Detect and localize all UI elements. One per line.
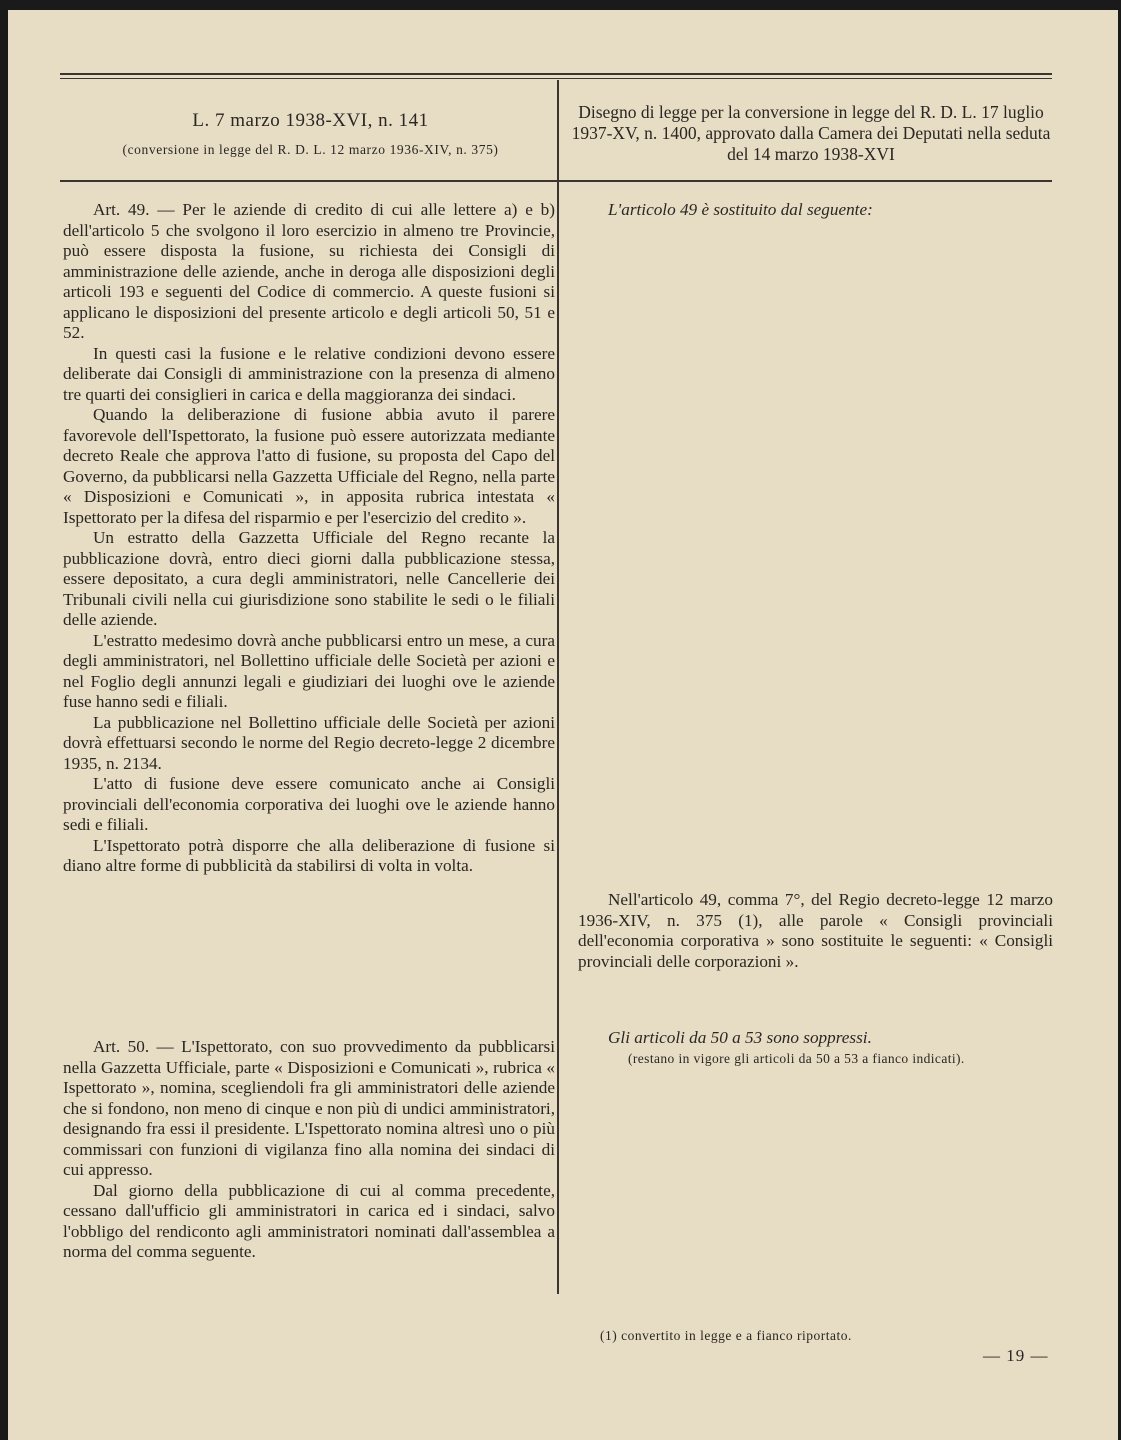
paragraph: L'atto di fusione deve essere comunicato anche ai Consigli provinciali dell'economia corporativa dei luoghi ove le aziende hanno sedi e filiali. [63,774,555,834]
right-header-title: Disegno di legge per la conversione in legge del R. D. L. 17 luglio 1937-XV, n. 1400, approvato dalla Camera dei Deputati nella seduta del 14 marzo 1938-XVI [571,102,1051,164]
paragraph: La pubblicazione nel Bollettino ufficiale delle Società per azioni dovrà effettuarsi secondo le norme del Regio decreto-legge 2 dicembre 1935, n. 2134. [63,712,555,773]
footnote: (1) convertito in legge e a fianco riportato. [600,1328,852,1343]
paragraph: Un estratto della Gazzetta Ufficiale del Regno recante la pubblicazione dovrà, entro dieci giorni dalla pubblicazione stessa, essere depositato, a cura degli amministratori, nelle Cancellerie dei Tribunali civili nella cui giurisdizione sono stabilite le sedi o le filiali delle aziende. [63,528,555,629]
left-header-title: L. 7 marzo 1938-XVI, n. 141 [192,110,429,131]
top-rule-thin [60,78,1052,79]
art50-subnote: (restano in vigore gli articoli da 50 a 53 a fianco indicati). [628,1050,965,1066]
right-column-art49-amendment [578,890,1053,972]
left-header [63,110,558,158]
art50-note: Gli articoli da 50 a 53 sono soppressi. [608,1028,872,1047]
paragraph: Art. 50. — L'Ispettorato, con suo provvedimento da pubblicarsi nella Gazzetta Ufficiale, parte « Disposizioni e Comunicati », rubrica « Ispettorato », nomina, scegliendoli fra gli amministratori delle aziende che si fondono, non meno di cinque e non più di undici amministratori, designando fra essi il presidente. L'Ispettorato nomina altresì uno o più commissari con funzioni di vigilanza fino alla nomina dei sindaci di cui appresso. [63,1037,555,1179]
right-column-art49-note [578,200,1053,221]
page-number: — 19 — [983,1346,1049,1365]
column-divider [557,182,559,1294]
paragraph: Dal giorno della pubblicazione di cui al comma precedente, cessano dall'ufficio gli amministratori in carica ed i sindaci, salvo l'obbligo del rendiconto agli amministratori nominati dall'assemblea a norma del comma seguente. [63,1180,555,1261]
art49-note: L'articolo 49 è sostituito dal seguente: [608,200,873,219]
document-page [8,10,1118,1440]
paragraph: L'estratto medesimo dovrà anche pubblicarsi entro un mese, a cura degli amministratori, nel Bollettino ufficiale delle Società per azioni e nel Foglio degli annunzi legali e giudiziari dei luoghi ove le aziende fuse hanno sedi e filiali. [63,630,555,711]
left-column-art50 [63,1037,555,1263]
paragraph: Quando la deliberazione di fusione abbia avuto il parere favorevole dell'Ispettorato, la fusione può essere autorizzata mediante decreto Reale che approva l'atto di fusione, su proposta del Capo del Governo, da pubblicarsi nella Gazzetta Ufficiale del Regno, nella parte « Disposizioni e Comunicati », in apposita rubrica intestata « Ispettorato per la difesa del risparmio e per l'esercizio del credito ». [63,405,555,527]
top-rule [60,73,1052,75]
left-header-subtitle: (conversione in legge del R. D. L. 12 marzo 1936-XIV, n. 375) [122,142,499,157]
paragraph: L'Ispettorato potrà disporre che alla deliberazione di fusione si diano altre forme di pubblicità da stabilirsi di volta in volta. [63,835,555,875]
right-column-art50-note [578,1028,1053,1069]
paragraph: In questi casi la fusione e le relative condizioni devono essere deliberate dai Consigli di amministrazione con la presenza di almeno tre quarti dei consiglieri in carica e della maggioranza dei sindaci. [63,343,555,404]
header-bottom-rule [60,180,1052,182]
art49-amendment: Nell'articolo 49, comma 7°, del Regio decreto-legge 12 marzo 1936-XIV, n. 375 (1), alle parole « Consigli provinciali dell'economia corporativa » sono sostituite le seguenti: « Consigli provinciali delle corporazioni ». [578,890,1053,971]
left-column-art49 [63,200,555,877]
paragraph: Art. 49. — Per le aziende di credito di cui alle lettere a) e b) dell'articolo 5 che svolgono il loro esercizio in almeno tre Provincie, può essere disposta la fusione, su richiesta dei Consigli di amministrazione delle aziende, anche in deroga alle disposizioni degli articoli 193 e seguenti del Codice di commercio. A queste fusioni si applicano le disposizioni del presente articolo e degli articoli 50, 51 e 52. [63,200,555,342]
